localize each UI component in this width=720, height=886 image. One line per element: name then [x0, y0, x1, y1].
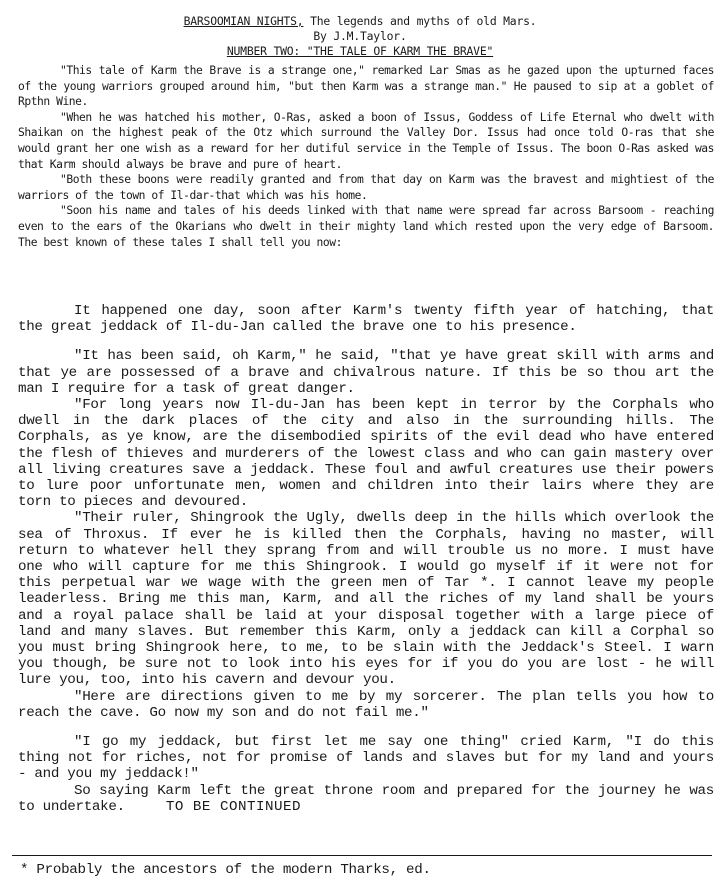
- story-paragraph: "For long years now Il-du-Jan has been kept in terror by the Corphals who dwell in the dark places of the city and also in the surrounding hills. The Corphals, as ye know, are the disembodied spirits of the evil dead who have entered the flesh of thieves and murderers of the lowest class and who can gain mastery over all living creatures save a jeddack. These foul and awful creatures use their powers to lure poor unfortunate men, women and children into their lairs where they are torn to pieces and devoured.: [18, 397, 714, 511]
- closing-paragraph: "I go my jeddack, but first let me say one thing" cried Karm, "I do this thing not for riches, not for promise of lands and slaves but for my land and yours - and you my jeddack!": [18, 734, 714, 783]
- story-section: [18, 303, 714, 815]
- paragraph-gap: [18, 721, 714, 734]
- header-block: [0, 14, 720, 59]
- chapter-title: NUMBER TWO: "THE TALE OF KARM THE BRAVE": [226, 44, 494, 58]
- story-paragraph: "It has been said, oh Karm," he said, "that ye have great skill with arms and that ye are possessed of a brave and chivalrous nature. If this be so thou art the man I require for a task of great danger.: [18, 348, 714, 397]
- intro-section: [18, 63, 714, 250]
- series-subtitle: The legends and myths of old Mars.: [303, 14, 537, 28]
- story-paragraph: "Their ruler, Shingrook the Ugly, dwells deep in the hills which overlook the sea of Throxus. If ever he is killed then the Corphals, having no master, will return to whatever hell they sprang from and will trouble us no more. I must have one who will capture for me this Shingrook. I would go myself if it were not for this perpetual war we wage with the green men of Tar *. I cannot leave my people leaderless. Bring me this man, Karm, and all the riches of my land shall be yours and a royal palace shall be laid at your disposal together with a large piece of land and many slaves. But remember this Karm, only a jeddack can kill a Corphal so you must bring Shingrook here, to me, to be slain with the Jeddack's Steel. I warn you though, be sure not to look into his eyes for if you do you are lost - he will lure you, too, into his cavern and devour you.: [18, 510, 714, 689]
- closing-text: So saying Karm left the great throne room and prepared for the journey he was to undertake.: [18, 782, 714, 815]
- story-paragraph: It happened one day, soon after Karm's twenty fifth year of hatching, that the great jeddack of Il-du-Jan called the brave one to his presence.: [18, 303, 714, 336]
- footnote: * Probably the ancestors of the modern Tharks, ed.: [20, 862, 431, 878]
- author-byline: By J.M.Taylor.: [313, 29, 407, 43]
- series-title: BARSOOMIAN NIGHTS,: [183, 14, 304, 28]
- intro-paragraph: "Both these boons were readily granted and from that day on Karm was the bravest and mightiest of the warriors of the town of Il-dar-that which was his home.: [18, 173, 714, 202]
- paragraph-gap: [18, 335, 714, 348]
- footnote-divider: [12, 855, 712, 856]
- intro-paragraph: "Soon his name and tales of his deeds linked with that name were spread far across Barsoom - reaching even to the ears of the Okarians who dwelt in their mighty land which rested upon the very edge of Barsoom. The best known of these tales I shall tell you now:: [18, 204, 714, 249]
- to-be-continued-label: TO BE CONTINUED: [165, 798, 302, 815]
- closing-paragraph: [18, 783, 714, 815]
- intro-paragraph: "When he was hatched his mother, O-Ras, asked a boon of Issus, Goddess of Life Eternal who dwelt with Shaikan on the highest peak of the Otz which surround the Valley Dor. Issus had once told O-ras that she would grant her one wish as a reward for her dutiful service in the Temple of Issus. The boon O-Ras asked was that Karm should always be brave and pure of heart.: [18, 110, 714, 171]
- series-line: [0, 14, 720, 29]
- story-paragraph: "Here are directions given to me by my sorcerer. The plan tells you how to reach the cave. Go now my son and do not fail me.": [18, 688, 714, 721]
- intro-paragraph: "This tale of Karm the Brave is a strange one," remarked Lar Smas as he gazed upon the upturned faces of the young warriors grouped around him, "but then Karm was a strange man." He paused to sip at a goblet of Rpthn Wine.: [18, 64, 714, 109]
